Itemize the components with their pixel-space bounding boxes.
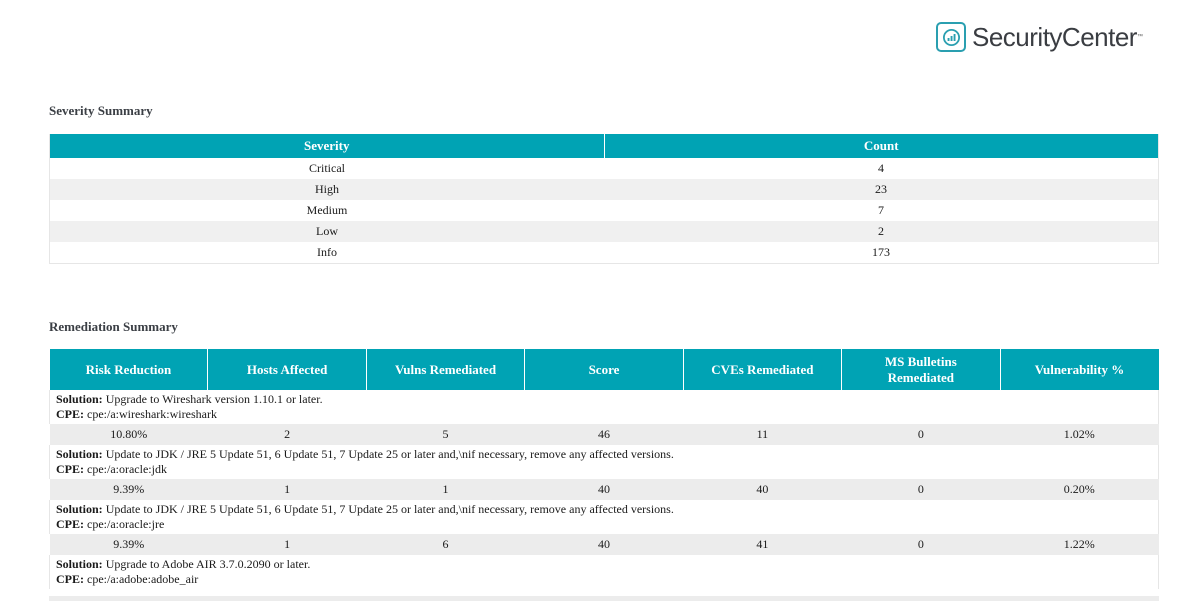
- risk-reduction-cell: 9.39%: [50, 479, 208, 500]
- count-cell: 173: [872, 245, 890, 259]
- vulns-remediated-cell: 1: [366, 479, 524, 500]
- table-row-cutoff: [49, 596, 1159, 601]
- solution-text: Update to JDK / JRE 5 Update 51, 6 Update 51, 7 Update 25 or later and,\nif necessary, remove any affected versions.: [105, 502, 674, 516]
- cpe-text: cpe:/a:adobe:adobe_air: [87, 572, 199, 586]
- solution-text: Update to JDK / JRE 5 Update 51, 6 Update 51, 7 Update 25 or later and,\nif necessary, remove any affected versions.: [105, 447, 674, 461]
- metrics-row: [50, 534, 1159, 555]
- solution-label: Solution:: [56, 557, 103, 571]
- solution-label: Solution:: [56, 502, 103, 516]
- severity-summary-table: [49, 134, 1159, 264]
- score-cell: 40: [525, 534, 683, 555]
- solution-row: [50, 555, 1159, 589]
- severity-cell: Medium: [306, 203, 348, 217]
- ms-bulletins-header: MS Bulletins Remediated: [842, 349, 1000, 390]
- vulns-remediated-cell: 6: [366, 534, 524, 555]
- solution-label: Solution:: [56, 447, 103, 461]
- cpe-text: cpe:/a:oracle:jre: [87, 517, 165, 531]
- count-cell: 23: [604, 179, 1159, 200]
- severity-cell: Low: [50, 221, 605, 242]
- remediation-summary-table: [49, 349, 1159, 589]
- hosts-affected-cell: 2: [208, 424, 366, 445]
- score-cell: 46: [525, 424, 683, 445]
- cpe-text: cpe:/a:wireshark:wireshark: [87, 407, 217, 421]
- severity-summary-title: Severity Summary: [49, 103, 153, 118]
- table-row: [50, 158, 1159, 179]
- vulnerability-percent-header: Vulnerability %: [1000, 349, 1158, 390]
- cves-remediated-cell: 11: [683, 424, 841, 445]
- cpe-text: cpe:/a:oracle:jdk: [87, 462, 167, 476]
- table-header-row: [50, 349, 1159, 390]
- risk-reduction-cell: 9.39%: [50, 534, 208, 555]
- ms-bulletins-cell: 0: [842, 424, 1000, 445]
- count-cell: 7: [878, 203, 884, 217]
- table-row: [50, 200, 1159, 221]
- score-cell: 40: [525, 479, 683, 500]
- count-cell: 4: [878, 161, 884, 175]
- score-header: Score: [525, 349, 683, 390]
- risk-reduction-header: Risk Reduction: [50, 349, 208, 390]
- cpe-label: CPE:: [56, 517, 84, 531]
- table-row: [50, 242, 1159, 264]
- solution-row: [50, 445, 1159, 479]
- ms-bulletins-cell: 0: [842, 479, 1000, 500]
- solution-row: [50, 500, 1159, 534]
- cpe-label: CPE:: [56, 407, 84, 421]
- hosts-affected-cell: 1: [208, 534, 366, 555]
- vulnerability-percent-cell: 1.02%: [1000, 424, 1158, 445]
- solution-text: Upgrade to Wireshark version 1.10.1 or later.: [105, 392, 323, 406]
- ms-bulletins-cell: 0: [842, 534, 1000, 555]
- solution-cell: [50, 390, 1159, 424]
- cves-remediated-cell: 40: [683, 479, 841, 500]
- count-cell: 2: [604, 221, 1159, 242]
- table-row: [50, 221, 1159, 242]
- vulns-remediated-cell: 5: [366, 424, 524, 445]
- table-row: [50, 179, 1159, 200]
- vulnerability-percent-cell: 0.20%: [1000, 479, 1158, 500]
- solution-label: Solution:: [56, 392, 103, 406]
- solution-cell: [50, 445, 1159, 479]
- hosts-affected-cell: 1: [208, 479, 366, 500]
- logo-text: SecurityCenter: [972, 22, 1137, 52]
- solution-cell: [50, 500, 1159, 534]
- securitycenter-logo: [936, 20, 1143, 54]
- remediation-summary-title: Remediation Summary: [49, 319, 178, 334]
- solution-text: Upgrade to Adobe AIR 3.7.0.2090 or later.: [105, 557, 311, 571]
- cves-remediated-cell: 41: [683, 534, 841, 555]
- solution-row: [50, 390, 1159, 424]
- cpe-label: CPE:: [56, 572, 84, 586]
- severity-cell: High: [50, 179, 605, 200]
- logo-trademark: ™: [1136, 34, 1143, 40]
- solution-cell: [50, 555, 1159, 589]
- metrics-row: [50, 479, 1159, 500]
- count-column-header: Count: [604, 134, 1159, 158]
- table-header-row: [50, 134, 1159, 158]
- vulns-remediated-header: Vulns Remediated: [366, 349, 524, 390]
- bar-chart-icon: [936, 22, 966, 52]
- cves-remediated-header: CVEs Remediated: [683, 349, 841, 390]
- cpe-label: CPE:: [56, 462, 84, 476]
- risk-reduction-cell: 10.80%: [50, 424, 208, 445]
- vulnerability-percent-cell: 1.22%: [1000, 534, 1158, 555]
- metrics-row: [50, 424, 1159, 445]
- hosts-affected-header: Hosts Affected: [208, 349, 366, 390]
- severity-cell: Critical: [309, 161, 345, 175]
- severity-cell: Info: [317, 245, 337, 259]
- severity-column-header: Severity: [50, 134, 605, 158]
